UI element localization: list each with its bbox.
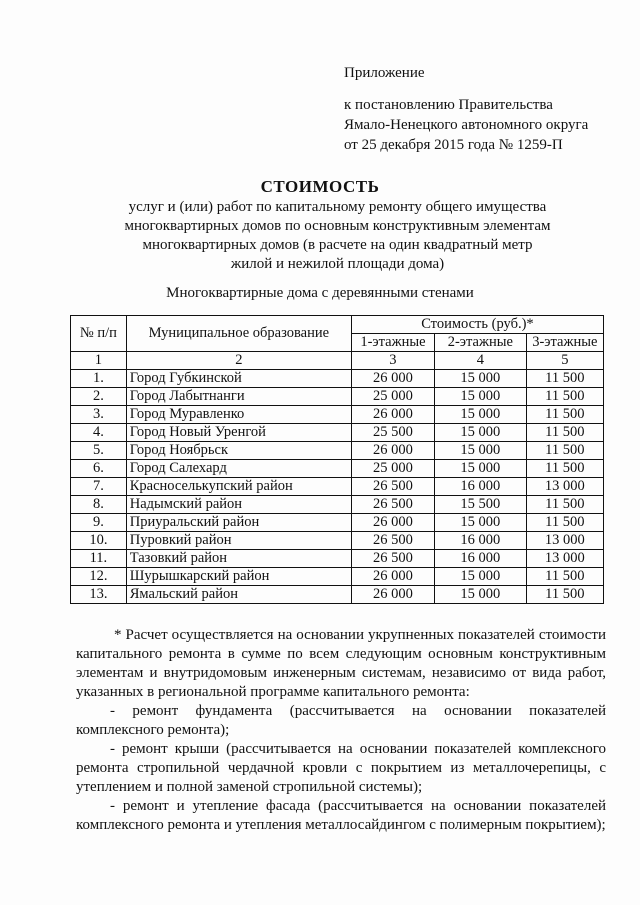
row-cost-3: 11 500	[526, 496, 603, 514]
row-municipality: Город Новый Уренгой	[126, 424, 351, 442]
row-cost-1: 26 000	[351, 568, 434, 586]
row-municipality: Город Салехард	[126, 460, 351, 478]
table-row	[71, 478, 604, 496]
row-cost-1: 26 000	[351, 442, 434, 460]
header-floors-1: 1-этажные	[351, 334, 434, 352]
row-num: 5.	[71, 442, 127, 460]
table-row	[71, 442, 604, 460]
row-municipality: Шурышкарский район	[126, 568, 351, 586]
row-cost-3: 11 500	[526, 370, 603, 388]
row-cost-3: 11 500	[526, 514, 603, 532]
row-cost-2: 15 000	[434, 568, 526, 586]
appendix-label: Приложение	[344, 65, 425, 81]
footnotes	[76, 626, 606, 835]
footnote-intro: * Расчет осуществляется на основании укрупненных показателей стоимости капитального ремонта в сумме по всем следующим основным конструктивным элементам и внутридомовым инженерным системам, независимо от вида работ, указанных в региональной программе капитального ремонта:	[76, 627, 606, 700]
row-cost-2: 15 000	[434, 442, 526, 460]
row-cost-2: 15 000	[434, 388, 526, 406]
row-num: 13.	[71, 586, 127, 604]
row-municipality: Город Лабытнанги	[126, 388, 351, 406]
row-municipality: Надымский район	[126, 496, 351, 514]
colnum-cell: 1	[71, 352, 127, 370]
row-cost-3: 11 500	[526, 442, 603, 460]
row-cost-2: 16 000	[434, 532, 526, 550]
row-municipality: Город Губкинской	[126, 370, 351, 388]
table-row	[71, 424, 604, 442]
table-header-row	[71, 316, 604, 334]
row-num: 3.	[71, 406, 127, 424]
table-colnum-row	[71, 352, 604, 370]
row-cost-2: 15 000	[434, 460, 526, 478]
row-cost-3: 11 500	[526, 586, 603, 604]
table-row	[71, 532, 604, 550]
table-row	[71, 496, 604, 514]
table-row	[71, 514, 604, 532]
appendix-line-1: к постановлению Правительства	[344, 97, 553, 113]
row-cost-2: 16 000	[434, 550, 526, 568]
row-cost-2: 15 000	[434, 370, 526, 388]
row-cost-1: 26 500	[351, 532, 434, 550]
row-cost-3: 11 500	[526, 460, 603, 478]
table-row	[71, 388, 604, 406]
row-cost-1: 26 000	[351, 406, 434, 424]
row-cost-1: 25 000	[351, 460, 434, 478]
row-cost-1: 26 000	[351, 586, 434, 604]
footnote-item-1: - ремонт фундамента (рассчитывается на основании показателей комплексного ремонта);	[76, 703, 606, 738]
row-num: 11.	[71, 550, 127, 568]
table-row	[71, 550, 604, 568]
section-heading: Многоквартирные дома с деревянными стенами	[166, 285, 474, 301]
colnum-cell: 3	[351, 352, 434, 370]
row-municipality: Красноселькупский район	[126, 478, 351, 496]
row-cost-1: 25 500	[351, 424, 434, 442]
subtitle-line-4: жилой и нежилой площади дома)	[230, 256, 445, 272]
row-num: 6.	[71, 460, 127, 478]
subtitle-line-1: услуг и (или) работ по капитальному ремонту общего имущества	[128, 199, 547, 215]
row-num: 12.	[71, 568, 127, 586]
row-cost-2: 15 500	[434, 496, 526, 514]
colnum-cell: 2	[126, 352, 351, 370]
row-num: 4.	[71, 424, 127, 442]
row-cost-2: 15 000	[434, 424, 526, 442]
row-num: 2.	[71, 388, 127, 406]
row-num: 9.	[71, 514, 127, 532]
header-num: № п/п	[71, 316, 127, 352]
colnum-cell: 4	[434, 352, 526, 370]
header-municipality: Муниципальное образование	[126, 316, 351, 352]
row-cost-1: 26 000	[351, 514, 434, 532]
row-cost-2: 15 000	[434, 586, 526, 604]
row-cost-1: 26 000	[351, 370, 434, 388]
row-municipality: Ямальский район	[126, 586, 351, 604]
appendix-line-3: от 25 декабря 2015 года № 1259-П	[344, 137, 563, 153]
table-row	[71, 568, 604, 586]
row-cost-1: 25 000	[351, 388, 434, 406]
row-cost-3: 11 500	[526, 406, 603, 424]
footnote-item-2: - ремонт крыши (рассчитывается на основании показателей комплексного ремонта стропильной чердачной кровли с покрытием из металлочерепицы, с утеплением и полной заменой стропильной системы);	[76, 741, 606, 795]
row-cost-2: 16 000	[434, 478, 526, 496]
row-cost-3: 11 500	[526, 424, 603, 442]
row-cost-1: 26 500	[351, 496, 434, 514]
row-cost-2: 15 000	[434, 514, 526, 532]
row-num: 10.	[71, 532, 127, 550]
appendix-line-2: Ямало-Ненецкого автономного округа	[344, 117, 589, 133]
cost-table	[70, 315, 604, 604]
document-subtitle	[60, 198, 615, 274]
document-title: СТОИМОСТЬ	[260, 177, 380, 196]
header-floors-3: 3-этажные	[526, 334, 603, 352]
table-body	[71, 370, 604, 604]
row-cost-3: 13 000	[526, 550, 603, 568]
header-floors-2: 2-этажные	[434, 334, 526, 352]
subtitle-line-2: многоквартирных домов по основным конструктивным элементам	[124, 218, 551, 234]
table-row	[71, 460, 604, 478]
row-municipality: Город Муравленко	[126, 406, 351, 424]
row-cost-1: 26 500	[351, 478, 434, 496]
row-municipality: Приуральский район	[126, 514, 351, 532]
appendix-gap	[344, 83, 588, 95]
row-num: 8.	[71, 496, 127, 514]
row-cost-3: 13 000	[526, 532, 603, 550]
appendix-block	[344, 63, 588, 155]
row-municipality: Пуровкий район	[126, 532, 351, 550]
row-num: 7.	[71, 478, 127, 496]
row-municipality: Город Ноябрьск	[126, 442, 351, 460]
table-row	[71, 586, 604, 604]
header-cost: Стоимость (руб.)*	[351, 316, 603, 334]
row-municipality: Тазовкий район	[126, 550, 351, 568]
row-num: 1.	[71, 370, 127, 388]
colnum-cell: 5	[526, 352, 603, 370]
row-cost-3: 13 000	[526, 478, 603, 496]
table-row	[71, 406, 604, 424]
subtitle-line-3: многоквартирных домов (в расчете на один квадратный метр	[142, 237, 533, 253]
row-cost-3: 11 500	[526, 388, 603, 406]
row-cost-1: 26 500	[351, 550, 434, 568]
table-row	[71, 370, 604, 388]
row-cost-2: 15 000	[434, 406, 526, 424]
row-cost-3: 11 500	[526, 568, 603, 586]
footnote-item-3: - ремонт и утепление фасада (рассчитывается на основании показателей комплексного ремонта и утепления металлосайдингом с полимерным покрытием);	[76, 798, 606, 833]
